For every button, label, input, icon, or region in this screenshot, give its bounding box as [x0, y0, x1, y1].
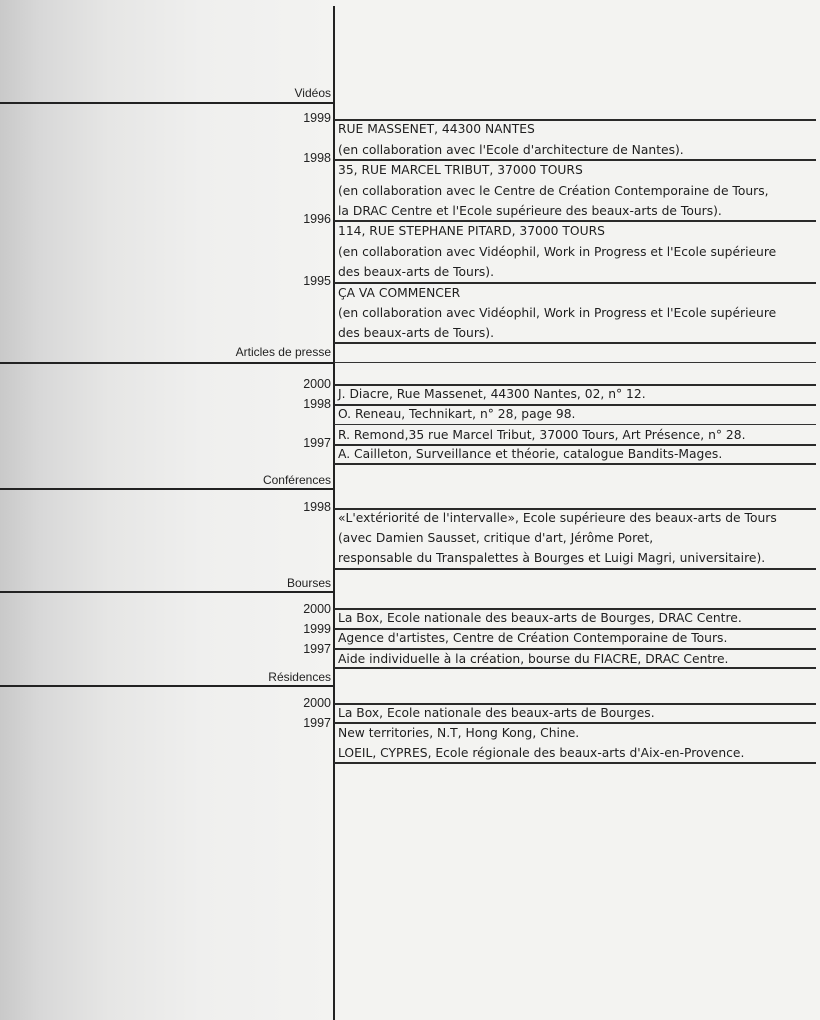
scan-shading [0, 0, 330, 1020]
entry-rule [334, 722, 816, 724]
section-rule-articles [0, 362, 333, 364]
year-label: 1998 [303, 397, 331, 411]
entry-text: R. Remond,35 rue Marcel Tribut, 37000 Tours, Art Présence, n° 28. [338, 428, 746, 442]
year-label: 1998 [303, 151, 331, 165]
entry-text: La Box, Ecole nationale des beaux-arts de Bourges. [338, 706, 655, 720]
entry-text: (avec Damien Sausset, critique d'art, Jérôme Poret, [338, 531, 654, 545]
entry-text: (en collaboration avec Vidéophil, Work in Progress et l'Ecole supérieure [338, 306, 777, 320]
entry-title: RUE MASSENET, 44300 NANTES [338, 122, 535, 136]
section-rule-residences [0, 685, 333, 687]
entry-text: J. Diacre, Rue Massenet, 44300 Nantes, 02, n° 12. [338, 387, 646, 401]
entry-rule [334, 444, 816, 446]
year-label: 1997 [303, 436, 331, 450]
year-label: 1995 [303, 274, 331, 288]
entry-rule [334, 282, 816, 284]
section-rule-conferences [0, 488, 333, 490]
entry-text: A. Cailleton, Surveillance et théorie, catalogue Bandits-Mages. [338, 447, 723, 461]
year-label: 1997 [303, 642, 331, 656]
entry-text: (en collaboration avec l'Ecole d'architecture de Nantes). [338, 143, 684, 157]
entry-text: la DRAC Centre et l'Ecole supérieure des beaux-arts de Tours). [338, 204, 722, 218]
entry-text: responsable du Transpalettes à Bourges et Luigi Magri, universitaire). [338, 551, 766, 565]
entry-rule [334, 608, 816, 610]
entry-rule [334, 628, 816, 630]
entry-rule [334, 703, 816, 705]
entry-rule [334, 119, 816, 121]
section-rule-videos [0, 102, 333, 104]
entry-text: O. Reneau, Technikart, n° 28, page 98. [338, 407, 576, 421]
entry-rule [334, 568, 816, 570]
entry-rule [334, 384, 816, 386]
entry-text: «L'extériorité de l'intervalle», Ecole supérieure des beaux-arts de Tours [338, 511, 777, 525]
year-label: 1997 [303, 716, 331, 730]
entry-text: des beaux-arts de Tours). [338, 265, 495, 279]
entry-text: Aide individuelle à la création, bourse du FIACRE, DRAC Centre. [338, 652, 729, 666]
entry-rule [334, 508, 816, 510]
entry-rule [334, 362, 816, 363]
entry-rule [334, 667, 816, 669]
entry-text: (en collaboration avec le Centre de Création Contemporaine de Tours, [338, 184, 769, 198]
entry-title: 114, RUE STEPHANE PITARD, 37000 TOURS [338, 224, 605, 238]
entry-text: des beaux-arts de Tours). [338, 326, 495, 340]
entry-text: La Box, Ecole nationale des beaux-arts de Bourges, DRAC Centre. [338, 611, 742, 625]
entry-title: ÇA VA COMMENCER [338, 286, 461, 300]
entry-rule [334, 342, 816, 344]
entry-rule [334, 159, 816, 161]
entry-text: New territories, N.T, Hong Kong, Chine. [338, 726, 580, 740]
section-label-articles: Articles de presse [235, 345, 331, 359]
year-label: 1999 [303, 622, 331, 636]
entry-rule [334, 463, 816, 465]
year-label: 1999 [303, 111, 331, 125]
year-label: 1998 [303, 500, 331, 514]
entry-text: (en collaboration avec Vidéophil, Work in Progress et l'Ecole supérieure [338, 245, 777, 259]
year-label: 2000 [303, 602, 331, 616]
section-label-videos: Vidéos [294, 86, 331, 100]
section-label-conferences: Conférences [262, 473, 331, 487]
year-label: 2000 [303, 377, 331, 391]
entry-rule [334, 762, 816, 764]
section-label-residences: Résidences [268, 670, 331, 684]
entry-rule [334, 404, 816, 406]
section-rule-bourses [0, 591, 333, 593]
entry-rule [334, 220, 816, 222]
year-label: 2000 [303, 696, 331, 710]
entry-rule [334, 424, 816, 425]
entry-text: LOEIL, CYPRES, Ecole régionale des beaux-arts d'Aix-en-Provence. [338, 746, 745, 760]
entry-text: Agence d'artistes, Centre de Création Contemporaine de Tours. [338, 631, 728, 645]
section-label-bourses: Bourses [286, 576, 331, 590]
entry-rule [334, 648, 816, 650]
entry-title: 35, RUE MARCEL TRIBUT, 37000 TOURS [338, 163, 583, 177]
year-label: 1996 [303, 212, 331, 226]
